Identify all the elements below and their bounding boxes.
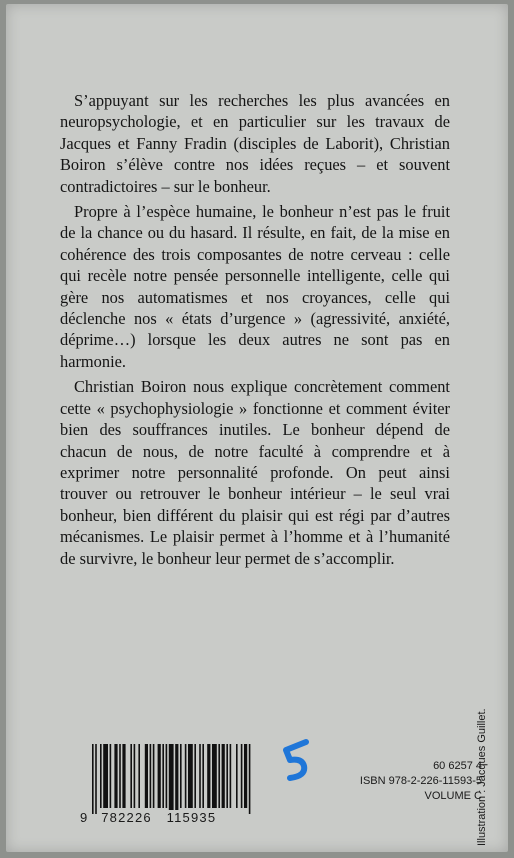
barcode-bar bbox=[207, 744, 210, 808]
barcode-bar bbox=[230, 744, 232, 808]
barcode-bar bbox=[185, 744, 187, 808]
isbn-label: ISBN 978-2-226-11593-5 bbox=[359, 775, 482, 787]
barcode-bar bbox=[194, 744, 196, 808]
barcode-bar bbox=[122, 744, 125, 808]
barcode-bar bbox=[92, 744, 94, 814]
volume-label: VOLUME C bbox=[424, 790, 482, 802]
book-codes bbox=[306, 759, 482, 804]
barcode-bar bbox=[244, 744, 247, 808]
barcode-digit-first: 9 bbox=[80, 810, 89, 825]
barcode-bar bbox=[166, 744, 168, 808]
barcode-bar bbox=[134, 744, 136, 808]
barcode-bar bbox=[188, 744, 193, 808]
blurb-text bbox=[60, 90, 450, 573]
barcode-bar bbox=[153, 744, 155, 808]
barcode-bar bbox=[222, 744, 225, 808]
barcode-digits bbox=[80, 810, 290, 825]
barcode-bar bbox=[103, 744, 108, 808]
back-cover bbox=[6, 4, 508, 852]
barcode-bar bbox=[169, 744, 174, 814]
barcode-bar bbox=[226, 744, 228, 808]
barcode-bar bbox=[162, 744, 164, 808]
barcode-bar bbox=[138, 744, 140, 808]
barcode-bar bbox=[236, 744, 238, 808]
barcode-bar bbox=[119, 744, 121, 808]
barcode-bar bbox=[212, 744, 217, 808]
barcode-bar bbox=[218, 744, 220, 808]
illustration-credit: Illustration : Jacques Guillet. bbox=[476, 708, 488, 846]
blurb-paragraph-1: S’appuyant sur les recherches les plus avancées en neuropsychologie, et en particulier sur les travaux de Jacques et Fanny Fradin (disciples de Laborit), Christian Boiron s’élève contre nos idées reçues – et souvent contradictoires – sur le bonheur. bbox=[60, 91, 450, 196]
barcode-bar bbox=[100, 744, 102, 808]
barcode-bar bbox=[110, 744, 112, 808]
barcode-digits-group2: 115935 bbox=[166, 810, 217, 825]
barcode-bar bbox=[114, 744, 117, 808]
barcode-bar bbox=[95, 744, 97, 814]
barcode-bar bbox=[145, 744, 148, 808]
barcode-bar bbox=[180, 744, 182, 808]
barcode-bars bbox=[80, 744, 290, 814]
barcode-bar bbox=[175, 744, 178, 814]
barcode-bar bbox=[249, 744, 251, 814]
price-mark-text: 5 bbox=[276, 736, 277, 737]
barcode-bar bbox=[150, 744, 152, 808]
barcode-digits-group1: 782226 bbox=[101, 810, 152, 825]
barcode-bar bbox=[241, 744, 243, 808]
blurb-paragraph-3: Christian Boiron nous explique concrètement comment cette « psychophysiologie » fonctionne et comment éviter bien des souffrances inutiles. Le bonheur dépend de chacun de nous, de notre faculté à comprendre et à exprimer notre personnalité profonde. On peut ainsi trouver ou retrouver le bonheur intérieur – le seul vrai bonheur, bien différent du plaisir qui est régi par d’autres mécanismes. Le plaisir permet à l’homme et à l’humanité de survivre, le bonheur leur permet de s’accomplir. bbox=[60, 377, 450, 568]
barcode-bar bbox=[130, 744, 132, 808]
blurb-paragraph-2: Propre à l’espèce humaine, le bonheur n’est pas le fruit de la chance ou du hasard. Il résulte, en fait, de la mise en cohérence des trois composantes de notre cerveau : celle qui recèle notre pensée personnelle intelligente, celle qui gère nos automatismes et nos croyances, celle qui déclenche nos « états d’urgence » (agressivité, anxiété, déprime…) lorsque les deux autres ne sont pas en harmonie. bbox=[60, 202, 450, 371]
barcode-bar bbox=[199, 744, 201, 808]
catalog-code: 60 6257 4 bbox=[433, 760, 482, 772]
barcode-bar bbox=[202, 744, 204, 808]
barcode-bar bbox=[158, 744, 161, 808]
